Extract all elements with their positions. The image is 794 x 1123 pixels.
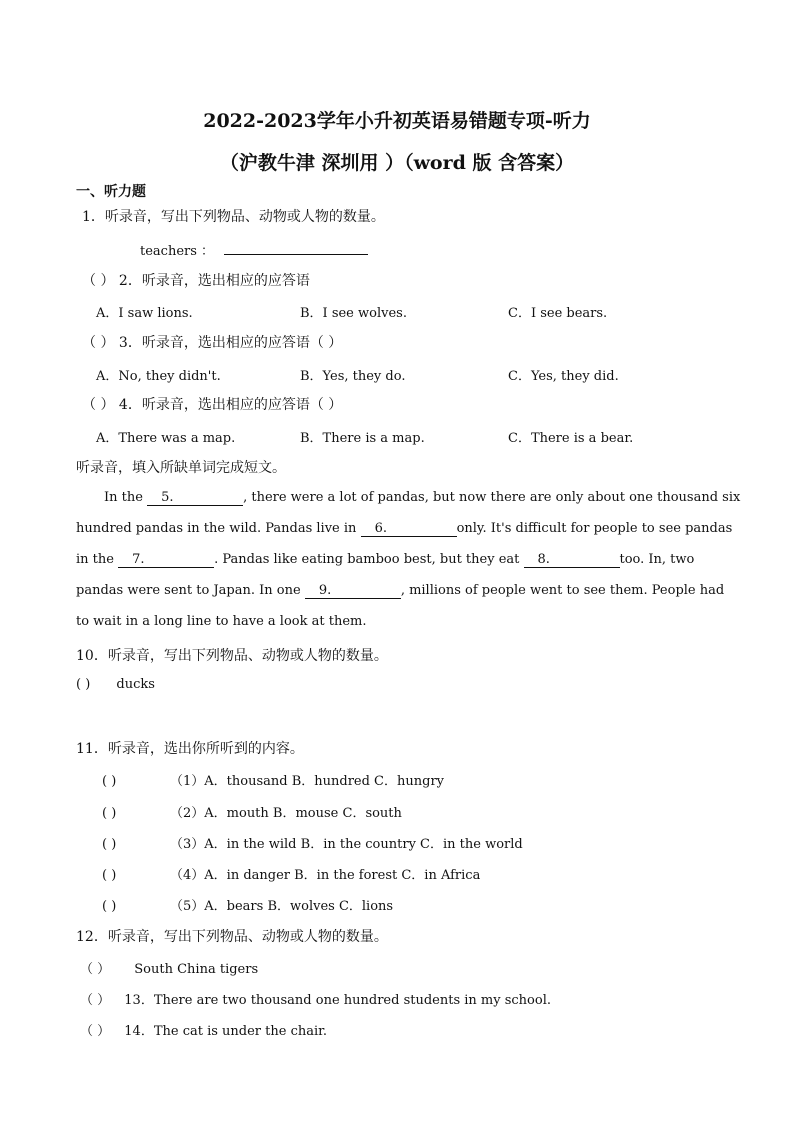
question-1: 1．听录音，写出下列物品、动物或人物的数量。 bbox=[82, 209, 385, 225]
question-12-item bbox=[80, 958, 258, 977]
question-10-item bbox=[76, 677, 155, 692]
question-11-item-5 bbox=[102, 895, 393, 914]
answer-blank[interactable] bbox=[224, 240, 368, 255]
blank-7[interactable]: 7. bbox=[118, 552, 214, 568]
passage-line-3 bbox=[76, 552, 694, 568]
question-4-text: 4．听录音，选出相应的应答语（ ） bbox=[118, 397, 343, 413]
option-c: C．There is a bear. bbox=[508, 431, 634, 446]
question-4 bbox=[82, 394, 342, 414]
option-b: B．There is a map. bbox=[300, 431, 425, 446]
question-3-text: 3．听录音，选出相应的应答语（ ） bbox=[118, 335, 343, 351]
passage-text: In the bbox=[104, 490, 143, 505]
question-10-word: ducks bbox=[116, 677, 155, 692]
blank-5[interactable]: 5. bbox=[147, 490, 243, 506]
question-11-item-2 bbox=[102, 802, 402, 821]
answer-paren[interactable]: ( ) bbox=[102, 899, 117, 914]
passage-text: pandas were sent to Japan. In one bbox=[76, 583, 301, 598]
passage-text: only. It's difficult for people to see pandas bbox=[456, 521, 733, 536]
option-a: A．No, they didn't. bbox=[96, 369, 221, 384]
passage-line-5: to wait in a long line to have a look at them. bbox=[76, 614, 367, 629]
passage-instruction: 听录音，填入所缺单词完成短文。 bbox=[76, 460, 286, 476]
question-3 bbox=[82, 332, 342, 352]
answer-paren[interactable]: ( ) bbox=[102, 868, 117, 883]
question-11-item-1 bbox=[102, 770, 444, 789]
passage-text: . Pandas like eating bamboo best, but they eat bbox=[214, 552, 520, 567]
passage-text: , there were a lot of pandas, but now there are only about one thousand six bbox=[243, 490, 741, 505]
answer-paren[interactable]: （ ） bbox=[80, 993, 111, 1008]
question-11: 11．听录音，选出你所听到的内容。 bbox=[76, 741, 304, 757]
question-14 bbox=[80, 1020, 327, 1039]
passage-line-1 bbox=[104, 490, 740, 506]
question-12: 12．听录音，写出下列物品、动物或人物的数量。 bbox=[76, 929, 388, 945]
question-13-text: 13．There are two thousand one hundred students in my school. bbox=[124, 993, 551, 1008]
passage-line-4 bbox=[76, 583, 724, 599]
option-a: A．I saw lions. bbox=[96, 306, 193, 321]
blank-6[interactable]: 6. bbox=[361, 521, 457, 537]
passage-line-2 bbox=[76, 521, 732, 537]
option-a: A．There was a map. bbox=[96, 431, 236, 446]
answer-paren[interactable]: （ ） bbox=[82, 273, 115, 289]
passage-text: hundred pandas in the wild. Pandas live in bbox=[76, 521, 357, 536]
answer-paren[interactable]: ( ) bbox=[102, 774, 117, 789]
document-subtitle: （沪教牛津 深圳用 ）（word 版 含答案） bbox=[219, 152, 575, 174]
answer-paren[interactable]: （ ） bbox=[80, 962, 111, 977]
question-10: 10．听录音，写出下列物品、动物或人物的数量。 bbox=[76, 648, 388, 664]
passage-text: in the bbox=[76, 552, 114, 567]
option-b: B．Yes, they do. bbox=[300, 369, 406, 384]
item-options: （2）A．mouth B．mouse C．south bbox=[170, 806, 402, 821]
answer-paren[interactable]: ( ) bbox=[76, 677, 91, 692]
option-c: C．I see bears. bbox=[508, 306, 608, 321]
item-options: （5）A．bears B．wolves C．lions bbox=[170, 899, 394, 914]
option-b: B．I see wolves. bbox=[300, 306, 407, 321]
answer-paren[interactable]: （ ） bbox=[80, 1024, 111, 1039]
blank-9[interactable]: 9. bbox=[305, 583, 401, 599]
item-options: （1）A．thousand B．hundred C．hungry bbox=[170, 774, 445, 789]
question-11-item-3 bbox=[102, 833, 523, 852]
answer-paren[interactable]: （ ） bbox=[82, 335, 115, 351]
passage-text: , millions of people went to see them. People had bbox=[400, 583, 725, 598]
question-11-item-4 bbox=[102, 864, 480, 883]
question-2-text: 2．听录音，选出相应的应答语 bbox=[118, 273, 310, 289]
item-options: （4）A．in danger B．in the forest C．in Africa bbox=[170, 868, 481, 883]
option-c: C．Yes, they did. bbox=[508, 369, 619, 384]
item-options: （3）A．in the wild B．in the country C．in the world bbox=[170, 837, 523, 852]
question-1-word: teachers ： bbox=[140, 244, 215, 259]
question-2 bbox=[82, 270, 310, 290]
blank-8[interactable]: 8. bbox=[524, 552, 620, 568]
question-14-text: 14．The cat is under the chair. bbox=[124, 1024, 328, 1039]
answer-paren[interactable]: ( ) bbox=[102, 837, 117, 852]
question-12-word: South China tigers bbox=[134, 962, 259, 977]
question-1-item bbox=[140, 240, 368, 259]
question-13 bbox=[80, 989, 551, 1008]
passage-text: too. In, two bbox=[619, 552, 695, 567]
document-title: 2022-2023学年小升初英语易错题专项-听力 bbox=[203, 110, 591, 132]
answer-paren[interactable]: ( ) bbox=[102, 806, 117, 821]
section-heading: 一、听力题 bbox=[76, 184, 146, 200]
answer-paren[interactable]: （ ） bbox=[82, 397, 115, 413]
